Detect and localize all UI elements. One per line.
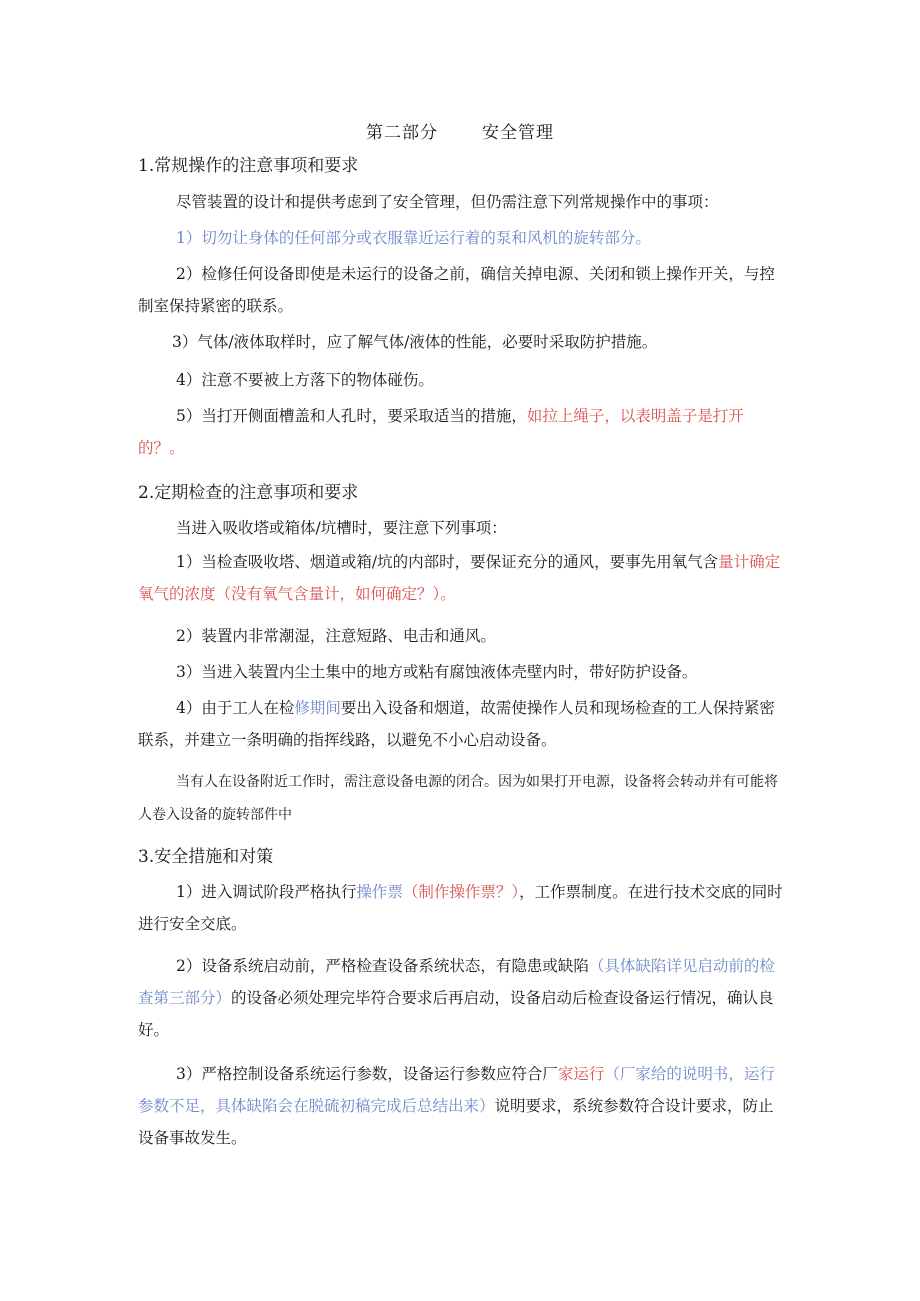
section-3-item-1-note-blue: 操作票 [356,883,403,901]
section-1-intro: 尽管装置的设计和提供考虑到了安全管理，但仍需注意下列常规操作中的事项： [176,193,719,211]
section-2-item-4-text-a: 4）由于工人在检 [176,699,295,717]
section-3-item-1-text-b: ，工作票制度。在进行技术交底的同时进行安全交底。 [138,883,783,933]
section-3-item-3-note-red: 家运行 [557,1065,605,1083]
section-1-item-3: 3）气体/液体取样时，应了解气体/液体的性能，必要时采取防护措施。 [172,333,658,351]
section-2-item-1 [138,546,788,610]
section-2-item-4-note: 修期间 [294,699,341,717]
section-2-item-4 [138,692,788,756]
section-3-heading: 3.安全措施和对策 [138,847,274,867]
section-2-heading: 2.定期检查的注意事项和要求 [138,483,359,503]
section-2-item-4-text-b: 要出入设备和烟道，故需使操作人员和现场检查的工人保持紧密联系，并建立一条明确的指挥线路，以避免不小心启动设备。 [138,699,775,749]
section-3-item-3-text-a: 3）严格控制设备系统运行参数，设备运行参数应符合厂 [176,1065,558,1083]
section-1-item-2: 2）检修任何设备即使是未运行的设备之前，确信关掉电源、关闭和锁上操作开关，与控制室保持紧密的联系。 [138,265,775,315]
section-1-item-4: 4）注意不要被上方落下的物体碰伤。 [176,371,434,389]
section-3-item-2-text-a: 2）设备系统启动前，严格检查设备系统状态，有隐患或缺陷 [176,957,589,975]
title-part: 第二部分 [366,123,438,143]
title-name: 安全管理 [482,123,554,143]
section-1-item-5-note: 如拉上绳子，以表明盖子是打开的？。 [138,407,744,457]
section-2-item-3: 3）当进入装置内尘土集中的地方或粘有腐蚀液体壳壁内时，带好防护设备。 [176,663,698,681]
section-1-item-5-text: 5）当打开侧面槽盖和人孔时，要采取适当的措施， [176,407,527,425]
section-2-intro: 当进入吸收塔或箱体/坑槽时，要注意下列事项： [176,519,507,537]
section-3-item-1-text-a: 1）进入调试阶段严格执行 [176,883,357,901]
section-3-item-3-note-blue: （厂家给的说明书，运行参数不足，具体缺陷会在脱硫初稿完成后总结出来） [138,1065,775,1115]
section-1-item-5 [138,400,788,464]
page-title [0,118,920,143]
section-3-item-1-note-red: （制作操作票？） [402,883,520,901]
section-3-item-1 [138,876,788,940]
section-2-item-1-note: 量计确定氧气的浓度（没有氧气含量计，如何确定？）。 [138,553,781,603]
section-2-note: 当有人在设备附近工作时，需注意设备电源的闭合。因为如果打开电源，设备将会转动并有可能将人卷入设备的旋转部件中 [138,774,778,823]
section-1-heading: 1.常规操作的注意事项和要求 [138,156,359,176]
section-3-item-3-text-b: 说明要求，系统参数符合设计要求，防止设备事故发生。 [138,1097,774,1147]
section-3-item-2-note: （具体缺陷详见启动前的检查第三部分） [138,957,775,1007]
section-3-item-2 [138,950,788,1046]
section-1-item-1: 1）切勿让身体的任何部分或衣服靠近运行着的泵和风机的旋转部分。 [176,229,651,247]
section-2-item-2: 2）装置内非常潮湿，注意短路、电击和通风。 [176,627,496,645]
section-2-item-1-text: 1）当检查吸收塔、烟道或箱/坑的内部时，要保证充分的通风，要事先用氧气含 [176,553,719,571]
section-3-item-3 [138,1058,788,1154]
section-3-item-2-text-b: 的设备必须处理完毕符合要求后再启动，设备启动后检查设备运行情况，确认良好。 [138,989,774,1039]
